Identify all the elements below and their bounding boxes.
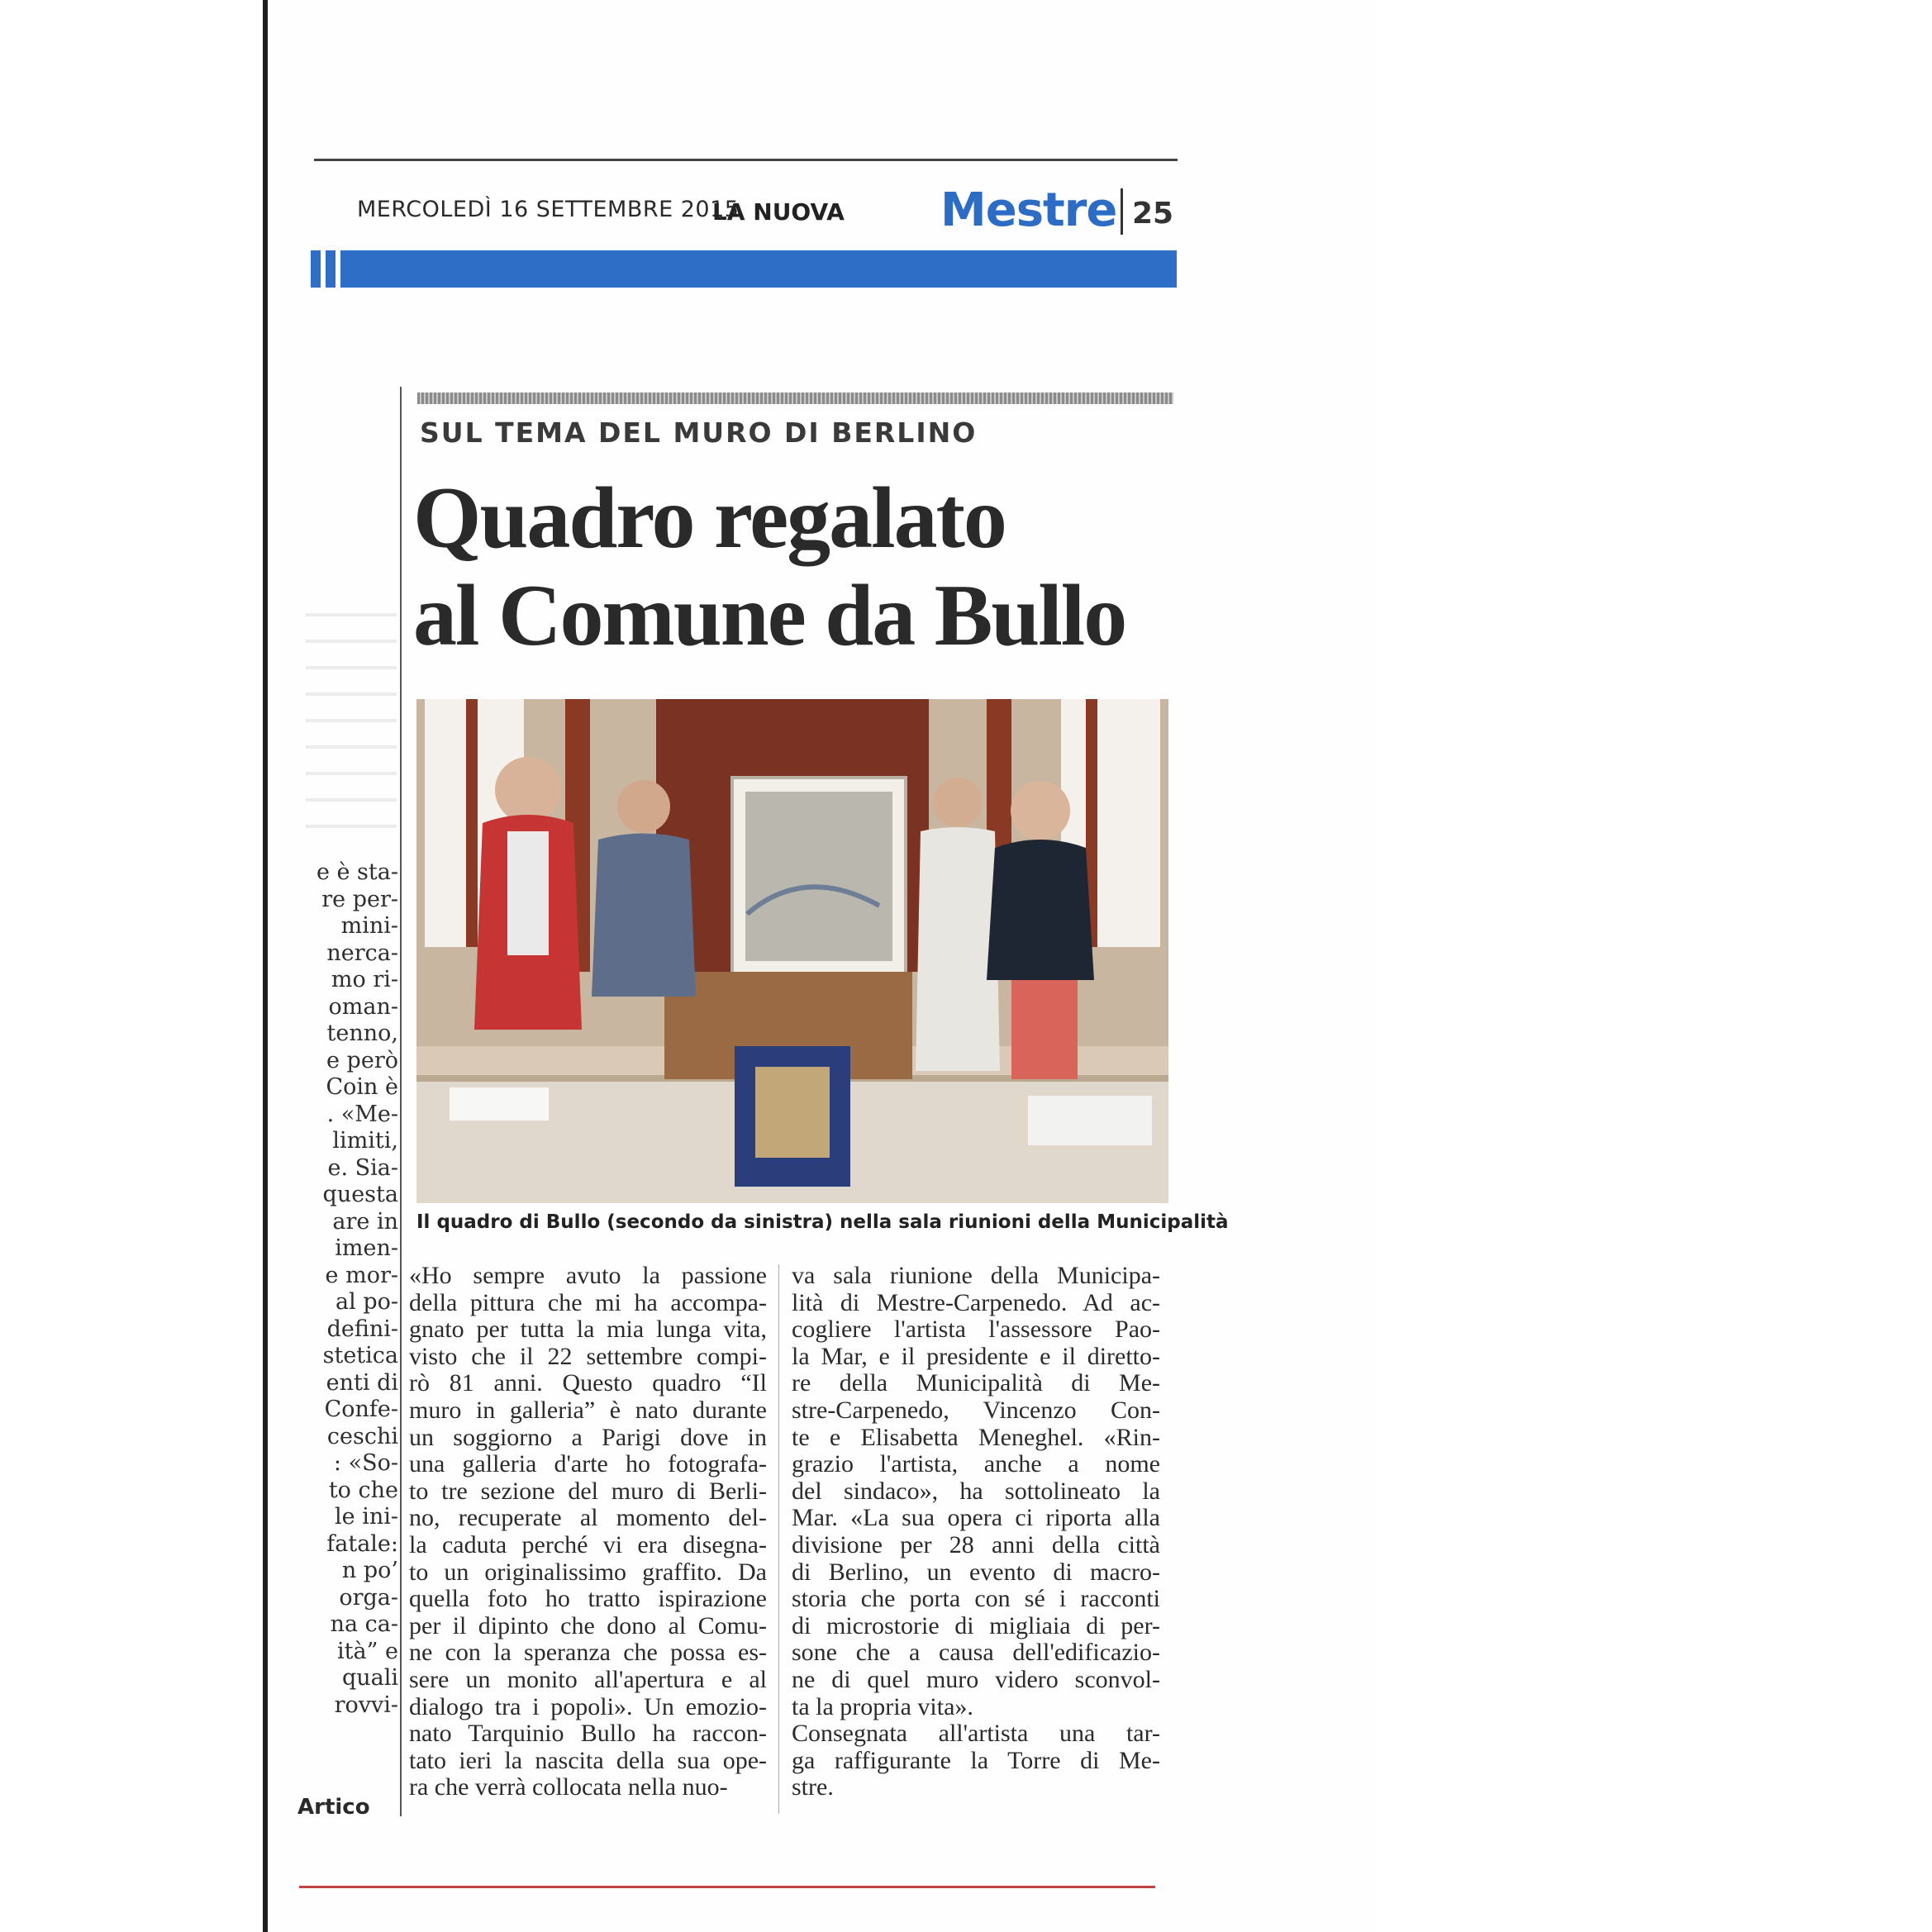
adjacent-text-line: to che [328,1477,398,1503]
body-text-line: del sindaco», ha sottolineato la [792,1477,1160,1505]
body-text-line: della pittura che mi ha accompa- [409,1288,767,1316]
adjacent-text-line: e è sta- [316,859,398,885]
body-text-line: grazio l'artista, anche a nome [792,1450,1160,1478]
article-headline [413,469,1182,664]
bottom-red-rule [299,1886,1155,1888]
adjacent-text-line: imen- [335,1235,398,1261]
adjacent-text-line: le ini- [335,1504,398,1530]
faded-adjacent-text [306,595,397,851]
body-text-line: stre-Carpenedo, Vincenzo Con- [792,1396,1160,1424]
body-text-line: to tre sezione del muro di Berli- [409,1477,767,1505]
adjacent-text-line: mo ri- [331,967,398,992]
body-text-line: ne con la speranza che possa es- [409,1639,767,1667]
body-text-line: ta la propria vita». [792,1692,973,1720]
body-text-line: cogliere l'artista l'assessore Pao- [792,1316,1160,1344]
body-text-line: rò 81 anni. Questo quadro “Il [409,1369,767,1397]
body-text-line: re della Municipalità di Me- [792,1369,1160,1397]
body-text-line: sere un monito all'apertura e al [409,1665,767,1693]
adjacent-text-line: enti di [326,1369,398,1396]
adjacent-text-line: al po- [335,1289,398,1315]
body-text-line: va sala riunione della Municipa- [792,1262,1160,1289]
adjacent-text-line: re per- [321,886,398,912]
article-photo [416,699,1168,1203]
header-separator [1121,188,1123,235]
header-band-stripe [311,250,350,288]
adjacent-article-signature: Artico [297,1795,370,1820]
headline-line-1: Quadro regalato [413,469,1006,566]
body-text-line: ne di quel muro videro sconvol- [792,1665,1160,1693]
adjacent-text-line: mini- [340,913,398,939]
adjacent-text-line: stetica [322,1343,398,1368]
adjacent-text-line: defini- [326,1316,398,1342]
adjacent-text-line: oman- [328,993,398,1020]
adjacent-text-line: fatale: [326,1530,398,1557]
body-text-line: nato Tarquinio Bullo ha raccon- [409,1720,767,1748]
adjacent-text-line: e però [326,1047,398,1073]
header-top-rule [314,159,1178,161]
column-divider [400,387,402,1816]
adjacent-text-line: : «So- [333,1450,398,1476]
body-text-line: la caduta perché vi era disegna- [409,1530,767,1558]
body-text-line: gnato per tutta la mia lunga vita, [409,1316,767,1344]
adjacent-text-line: e. Sia- [327,1154,398,1181]
adjacent-text-line: tenno, [326,1021,398,1046]
adjacent-text-line: nerca- [326,940,398,966]
body-text-line: storia che porta con sé i racconti [792,1585,1160,1613]
article-kicker: SUL TEMA DEL MURO DI BERLINO [420,416,978,449]
adjacent-text-line: e mor- [325,1262,398,1288]
body-text-line: to un originalissimo graffito. Da [409,1558,767,1586]
adjacent-text-line: questa [322,1182,398,1207]
adjacent-text-line: are in [332,1208,398,1235]
body-text-line: quella foto ho tratto ispirazione [409,1585,767,1613]
body-text-line: stre. [792,1773,834,1801]
adjacent-text-line: na ca- [330,1611,398,1637]
adjacent-text-line: orga- [339,1584,398,1611]
adjacent-text-line: . «Me- [326,1101,398,1127]
body-text-line: no, recuperate al momento del- [409,1504,767,1532]
body-text-line: visto che il 22 settembre compi- [409,1342,767,1370]
body-column-divider [778,1264,779,1814]
header-section-title: Mestre [940,183,1117,237]
body-text-line: te e Elisabetta Meneghel. «Rin- [792,1423,1160,1451]
body-text-line: di Berlino, un evento di macro- [792,1558,1160,1586]
body-text-line: un soggiorno a Parigi dove in [409,1423,767,1451]
body-text-line: muro in galleria” è nato durante [409,1396,767,1424]
headline-line-2: al Comune da Bullo [413,567,1126,664]
adjacent-text-line: Coin è [326,1074,398,1100]
body-text-line: per il dipinto che dono al Comu- [409,1611,767,1639]
header-date: MERCOLEDÌ 16 SETTEMBRE 2015 [357,197,740,222]
body-text-line: sone che a causa dell'edificazio- [792,1639,1160,1667]
body-text-line: la Mar, e il presidente e il diretto- [792,1342,1160,1370]
body-text-line: ga raffigurante la Torre di Me- [792,1746,1160,1774]
adjacent-text-line: ità” e [337,1638,398,1664]
adjacent-text-line: n po’ [341,1558,398,1583]
header-color-band [311,250,1177,288]
adjacent-text-line: Confe- [324,1397,398,1422]
photo-caption: Il quadro di Bullo (secondo da sinistra) nella sala riunioni della Municipalità [416,1211,1229,1233]
body-text-line: dialogo tra i popoli». Un emozio- [409,1692,767,1720]
photo-illustration [416,699,1168,1203]
body-text-line: «Ho sempre avuto la passione [409,1262,767,1289]
body-text-line: ra che verrà collocata nella nuo- [409,1773,728,1801]
body-text-line: Consegnata all'artista una tar- [792,1720,1160,1748]
adjacent-text-line: limiti, [332,1128,398,1154]
adjacent-text-line: quali [341,1665,398,1691]
adjacent-text-line: rovvi- [334,1692,398,1718]
body-text-line: una galleria d'arte ho fotografa- [409,1450,767,1478]
body-text-line: tato ieri la nascita della sua ope- [409,1746,767,1774]
header-paper-name: LA NUOVA [712,198,845,226]
kicker-bar [417,393,1173,404]
body-text-line: lità di Mestre-Carpenedo. Ad ac- [792,1288,1160,1316]
body-text-line: di microstorie di migliaia di per- [792,1611,1160,1639]
body-text-line: divisione per 28 anni della città [792,1530,1160,1558]
body-text-line: Mar. «La sua opera ci riporta alla [792,1504,1160,1532]
adjacent-text-line: ceschi [326,1423,398,1449]
header-page-number: 25 [1132,197,1174,231]
article-body-column-1 [409,1263,767,1801]
article-body-column-2 [792,1263,1160,1801]
adjacent-article-column [294,859,398,1719]
